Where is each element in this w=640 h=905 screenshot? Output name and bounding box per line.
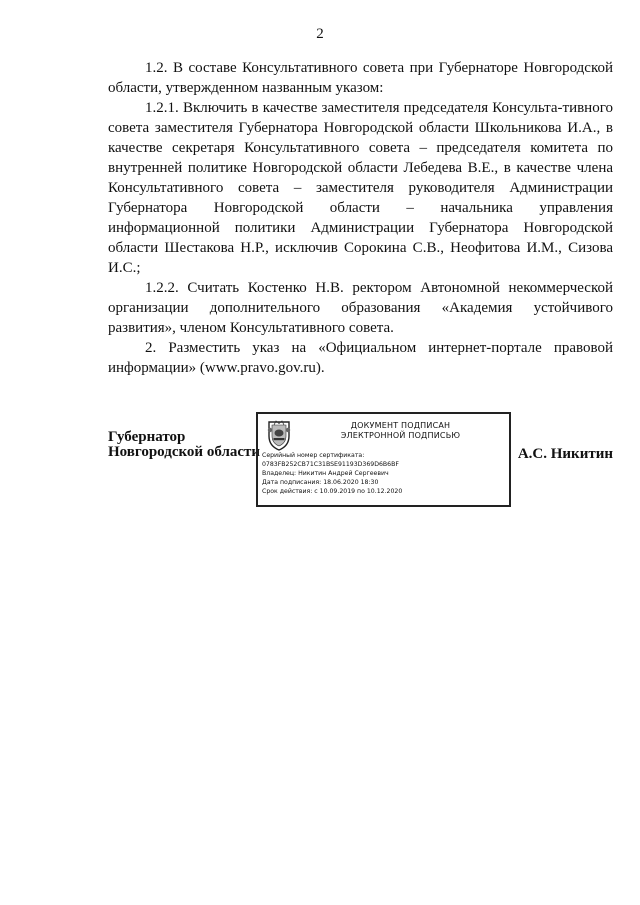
- coat-of-arms-icon: [262, 418, 296, 452]
- stamp-heading-line2: ЭЛЕКТРОННОЙ ПОДПИСЬЮ: [340, 431, 461, 440]
- signature-block: [108, 412, 613, 512]
- paragraph-2: 2. Разместить указ на «Официальном интернет-портале правовой информации» (www.pravo.gov.ru).: [108, 340, 613, 376]
- signer-position: [108, 430, 260, 460]
- page-number: 2: [316, 26, 324, 42]
- signer-name: А.С. Никитин: [517, 446, 613, 462]
- stamp-serial-value: 0783FB252CB71C31BSE91193D369D6B6BF: [262, 461, 399, 468]
- stamp-heading: [298, 421, 503, 441]
- stamp-signed-date: Дата подписания: 18.06.2020 18:30: [262, 479, 379, 486]
- stamp-serial-label: Серийный номер сертификата:: [262, 452, 365, 459]
- stamp-details: [262, 451, 402, 496]
- stamp-owner: Владелец: Никитин Андрей Сергеевич: [262, 470, 389, 477]
- paragraph-1-2-1: 1.2.1. Включить в качестве заместителя председателя Консульта-тивного совета заместителя Губернатора Новгородской области Школьникова И.А., в качестве секретаря Консультативного совета – председателя комитета по внутренней политике Новгородской области Лебедева В.Е., в качестве члена Консультативного совета – заместителя руководителя Администрации Губернатора Новгородской области – начальника управления информационной политики Администрации Губернатора Новгородской области Шестакова Н.Р., исключив Сорокина С.В., Неофитова И.М., Сизова И.С.;: [108, 100, 613, 276]
- stamp-validity: Срок действия: с 10.09.2019 по 10.12.2020: [262, 488, 403, 495]
- paragraph-1-2-2: 1.2.2. Считать Костенко Н.В. ректором Автономной некоммерческой организации дополнительного образования «Академия устойчивого развития», членом Консультативного совета.: [108, 280, 613, 336]
- signer-position-line1: Губернатор: [108, 429, 186, 445]
- electronic-signature-stamp: [256, 412, 511, 507]
- stamp-heading-line1: ДОКУМЕНТ ПОДПИСАН: [350, 421, 451, 430]
- signer-position-line2: Новгородской области: [108, 444, 261, 460]
- paragraph-1-2: 1.2. В составе Консультативного совета при Губернаторе Новгородской области, утвержденном названным указом:: [108, 60, 613, 96]
- document-body: [108, 58, 613, 378]
